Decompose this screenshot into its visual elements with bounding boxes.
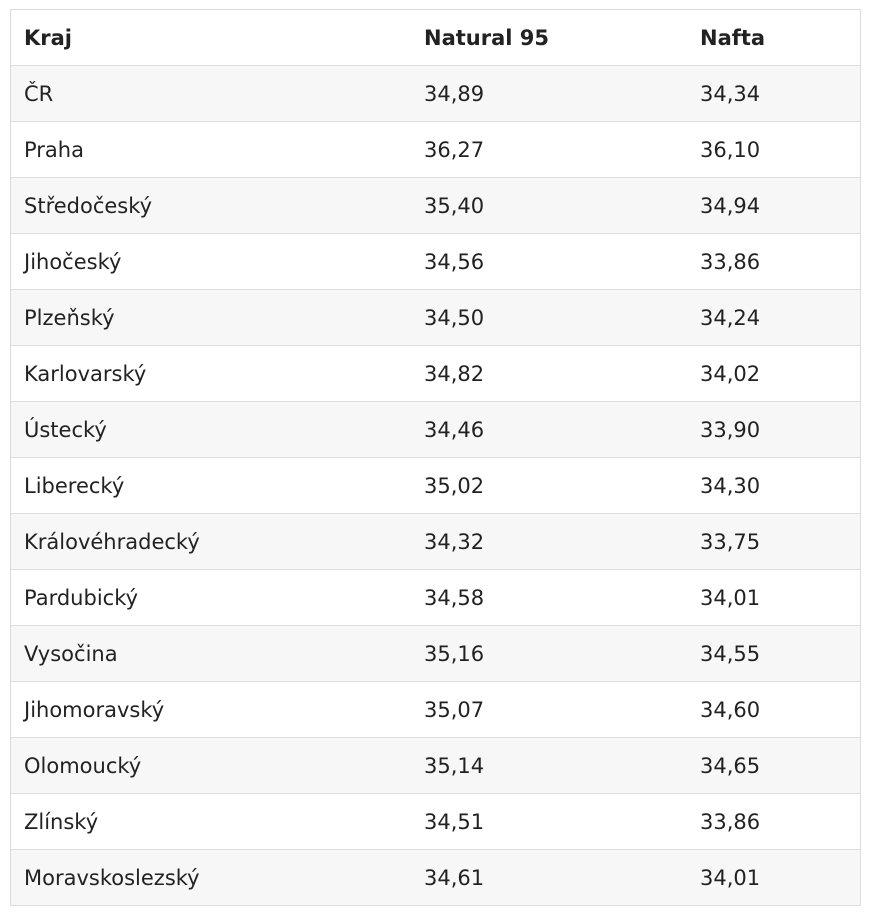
cell-nafta: 33,86 bbox=[700, 249, 761, 274]
header-nafta: Nafta bbox=[700, 25, 766, 50]
cell-kraj: Středočeský bbox=[24, 193, 153, 218]
cell-kraj: Jihočeský bbox=[24, 249, 122, 274]
cell-natural-95: 35,07 bbox=[424, 697, 485, 722]
cell-natural-95: 34,89 bbox=[424, 81, 485, 106]
cell-nafta: 33,86 bbox=[700, 809, 761, 834]
cell-nafta: 34,30 bbox=[700, 473, 761, 498]
cell-nafta: 34,01 bbox=[700, 865, 761, 890]
table-header-row bbox=[11, 10, 860, 66]
cell-kraj: Plzeňský bbox=[24, 305, 115, 330]
cell-natural-95: 35,02 bbox=[424, 473, 485, 498]
cell-natural-95: 35,16 bbox=[424, 641, 485, 666]
cell-kraj: Karlovarský bbox=[24, 361, 147, 386]
cell-kraj: Olomoucký bbox=[24, 753, 142, 778]
cell-kraj: Ústecký bbox=[24, 417, 107, 442]
table-row bbox=[11, 66, 860, 122]
cell-natural-95: 34,32 bbox=[424, 529, 485, 554]
cell-kraj: Praha bbox=[24, 137, 84, 162]
table-row bbox=[11, 738, 860, 794]
cell-nafta: 34,24 bbox=[700, 305, 761, 330]
table-row bbox=[11, 234, 860, 290]
cell-nafta: 33,75 bbox=[700, 529, 761, 554]
cell-natural-95: 34,56 bbox=[424, 249, 485, 274]
cell-kraj: Pardubický bbox=[24, 585, 139, 610]
cell-kraj: Královéhradecký bbox=[24, 529, 200, 554]
cell-natural-95: 34,61 bbox=[424, 865, 485, 890]
cell-natural-95: 35,40 bbox=[424, 193, 485, 218]
table-row bbox=[11, 458, 860, 514]
cell-nafta: 34,01 bbox=[700, 585, 761, 610]
cell-nafta: 34,94 bbox=[700, 193, 761, 218]
cell-kraj: Jihomoravský bbox=[24, 697, 165, 722]
cell-kraj: Moravskoslezský bbox=[24, 865, 200, 890]
cell-nafta: 34,02 bbox=[700, 361, 761, 386]
cell-kraj: Zlínský bbox=[24, 809, 99, 834]
cell-natural-95: 34,46 bbox=[424, 417, 485, 442]
cell-nafta: 34,65 bbox=[700, 753, 761, 778]
fuel-price-table bbox=[10, 9, 861, 906]
header-natural-95: Natural 95 bbox=[424, 25, 549, 50]
table-row bbox=[11, 178, 860, 234]
cell-natural-95: 34,82 bbox=[424, 361, 485, 386]
cell-natural-95: 34,50 bbox=[424, 305, 485, 330]
table-row bbox=[11, 682, 860, 738]
cell-natural-95: 36,27 bbox=[424, 137, 485, 162]
cell-nafta: 34,55 bbox=[700, 641, 761, 666]
table-row bbox=[11, 346, 860, 402]
table-row bbox=[11, 402, 860, 458]
table-row bbox=[11, 850, 860, 906]
cell-natural-95: 35,14 bbox=[424, 753, 485, 778]
table-row bbox=[11, 122, 860, 178]
cell-natural-95: 34,51 bbox=[424, 809, 485, 834]
cell-kraj: Liberecký bbox=[24, 473, 125, 498]
cell-kraj: Vysočina bbox=[24, 641, 118, 666]
table-row bbox=[11, 626, 860, 682]
table-row bbox=[11, 514, 860, 570]
table-row bbox=[11, 290, 860, 346]
cell-nafta: 34,60 bbox=[700, 697, 761, 722]
table-row bbox=[11, 794, 860, 850]
cell-kraj: ČR bbox=[24, 81, 54, 106]
cell-nafta: 33,90 bbox=[700, 417, 761, 442]
header-kraj: Kraj bbox=[24, 25, 72, 50]
cell-nafta: 34,34 bbox=[700, 81, 761, 106]
cell-nafta: 36,10 bbox=[700, 137, 761, 162]
cell-natural-95: 34,58 bbox=[424, 585, 485, 610]
table-row bbox=[11, 570, 860, 626]
